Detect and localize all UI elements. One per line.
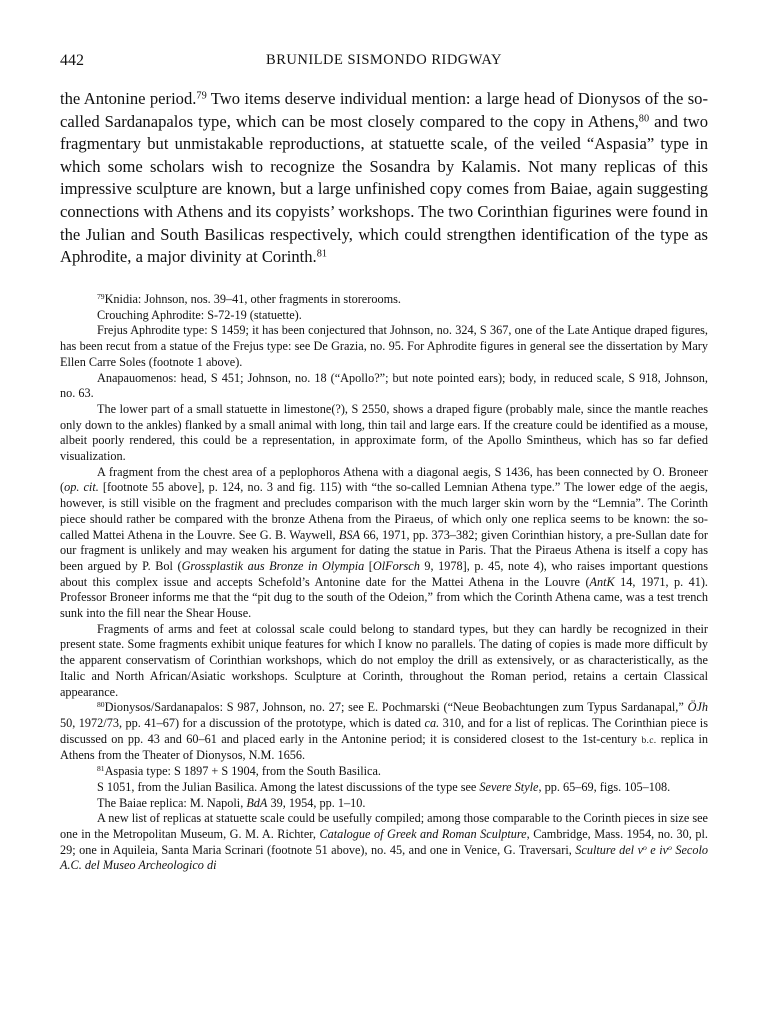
note-text: replica in Athens from the Theater of Dionysos, N.M. 1656. bbox=[60, 731, 708, 763]
footnote-mark-79: 79 bbox=[97, 291, 105, 301]
footnote-81-replicas bbox=[60, 811, 708, 874]
footnote-81-baiae bbox=[60, 796, 708, 812]
footnote-79-frejus: Frejus Aphrodite type: S 1459; it has been conjectured that Johnson, no. 324, S 367, one of the Late Antique draped figures, has been recut from a statue of the Frejus type: see De Grazia, no. 95. For Aphrodite figures in general see the dissertation by Mary Ellen Carre Soles (footnote 1 above). bbox=[60, 323, 708, 369]
footnote-79-anapauomenos: Anapauomenos: head, S 451; Johnson, no. 18 (“Apollo?”; but note pointed ears); body, in reduced scale, S 918, Johnson, no. 63. bbox=[60, 370, 708, 401]
note-smallcaps: b.c. bbox=[641, 734, 657, 746]
note-italic: BdA bbox=[246, 795, 268, 810]
note-italic: Catalogue of Greek and Roman Sculpture bbox=[319, 826, 527, 841]
footnote-79-fragments: Fragments of arms and feet at colossal scale could belong to standard types, but they can hardly be recognized in their present state. Some fragments exhibit unique features for which I know no parallels. The dating of copies is made more difficult by the apparent conservatism of Corinthian workshops, which do not employ the drill as extensively, or as characteristically, as the Italic and North African/Asiatic workshops. Sculpture at Corinth, throughout the Roman period, retains a certain Classical appearance. bbox=[60, 621, 708, 699]
note-text: , Cambridge, Mass. 1954, no. 30, pl. 29; one in Aquileia, Santa Maria Scrinari (footnote 51 above), no. 45, and one in Venice, G. Traversari, bbox=[60, 826, 708, 857]
ordinal-mark: o bbox=[643, 842, 647, 852]
page-number: 442 bbox=[60, 52, 84, 69]
footnote-mark-80: 80 bbox=[97, 700, 105, 710]
note-text: 9, 1978], p. 45, note 4), who raises important questions about this complex issue and accepts Schefold’s Antonine date for the Mattei Athena in the Louvre ( bbox=[60, 558, 708, 589]
note-italic: BSA bbox=[338, 527, 360, 542]
note-text: Dionysos/Sardanapalos: S 987, Johnson, no. 27; see E. Pochmarski (“Neue Beobachtungen zum Typus Sardanapal,” bbox=[104, 700, 688, 715]
body-text: and two fragmentary but unmistakable reproductions, at statuette scale, of the veiled “Aspasia” type in which some scholars wish to recognize the Sosandra by Kalamis. Not many replicas of this impressive sculpture are known, but a large unfinished copy comes from Baiae, again suggesting connections with Athens and its copyists’ workshops. The two Corinthian figurines were found in the Julian and South Basilicas respectively, which could strengthen identification of the type as Aphrodite, a major divinity at Corinth. bbox=[60, 111, 708, 267]
footnote-mark-81: 81 bbox=[97, 763, 105, 773]
note-text: 310, and for a list of replicas. The Corinthian piece is discussed on pp. 43 and 60–61 and placed early in the Antonine period; it is considered closest to the 1st-century bbox=[60, 715, 708, 746]
footnote-79-statuette: The lower part of a small statuette in limestone(?), S 2550, shows a draped figure (probably male, since the mantle reaches only down to the ankles) flanked by a small animal with long, thin tail and large ears. If the creature could be identified as a mouse, albeit poorly rendered, this could be a representation, in approximate form, of the Apollo Smintheus, which has so far defied visualization. bbox=[60, 401, 708, 464]
note-text: , pp. 65–69, figs. 105–108. bbox=[538, 779, 671, 794]
note-italic: OlForsch bbox=[372, 558, 420, 573]
note-text: Aspasia type: S 1897 + S 1904, from the South Basilica. bbox=[104, 764, 381, 779]
note-text: [ bbox=[364, 558, 373, 573]
note-text: Knidia: Johnson, nos. 39–41, other fragments in storerooms. bbox=[104, 292, 401, 306]
note-italic: Grossplastik aus Bronze in Olympia bbox=[181, 558, 365, 573]
note-text: 50, 1972/73, pp. 41–67) for a discussion of the prototype, which is dated bbox=[60, 715, 425, 730]
note-italic: AntK bbox=[589, 574, 615, 589]
footnote-79-athena bbox=[60, 465, 708, 622]
note-italic: ÖJh bbox=[687, 700, 708, 715]
body-text: the Antonine period. bbox=[60, 89, 197, 108]
body-paragraph bbox=[60, 88, 708, 269]
note-text: A new list of replicas at statuette scale could be usefully compiled; among those comparable to the Corinth pieces in size see one in the Metropolitan Museum, G. M. A. Richter, bbox=[60, 811, 708, 841]
footnote-ref-80: 80 bbox=[638, 112, 650, 124]
note-text: The Baiae replica: M. Napoli, bbox=[97, 795, 247, 810]
note-italic: ca. bbox=[424, 715, 440, 730]
note-text: A fragment from the chest area of a peplophoros Athena with a diagonal aegis, S 1436, has been connected by O. Broneer ( bbox=[60, 464, 708, 495]
note-italic-text: Secolo A.C. del Museo Archeologico di bbox=[60, 842, 708, 873]
note-text: [footnote 55 above], p. 124, no. 3 and fig. 115) with “the so-called Lemnian Athena type.” The lower edge of the aegis, however, is still visible on the fragment and precludes comparison with the much larger skin worn by the “Lemnia”. The Corinth piece should rather be compared with the bronze Athena from the Piraeus, of which only one replica seems to be known: the so-called Mattei Athena in the Louvre. See G. B. Waywell, bbox=[60, 480, 708, 542]
note-text: S 1051, from the Julian Basilica. Among the latest discussions of the type see bbox=[97, 779, 480, 794]
running-head-author: BRUNILDE SISMONDO RIDGWAY bbox=[266, 52, 502, 68]
note-italic-text: e iv bbox=[646, 842, 669, 857]
footnote-81-aspasia bbox=[60, 764, 708, 780]
footnote-80 bbox=[60, 700, 708, 764]
note-italic: op. cit. bbox=[64, 480, 99, 495]
note-text: 66, 1971, pp. 373–382; given Corinthian history, a pre-Sullan date for our fragment is unlikely and may weaken his argument for dating the statue in Paris. That the Piraeus Athena is itself a copy has been argued by P. Bol ( bbox=[60, 527, 708, 573]
footnote-79-crouching: Crouching Aphrodite: S-72-19 (statuette). bbox=[97, 307, 302, 322]
footnote-ref-79: 79 bbox=[196, 90, 207, 102]
running-header bbox=[60, 52, 708, 74]
footnote-79-knidia bbox=[60, 292, 708, 308]
footnote-ref-81: 81 bbox=[316, 248, 327, 260]
note-italic: Severe Style bbox=[479, 779, 539, 794]
note-text: 39, 1954, pp. 1–10. bbox=[267, 795, 366, 810]
body-text: Two items deserve individual mention: a large head of Dionysos of the so-called Sardanapalos type, which can be most closely compared to the copy in Athens, bbox=[60, 89, 708, 131]
ordinal-mark: o bbox=[668, 842, 672, 852]
note-text: 14, 1971, p. 41). Professor Broneer informs me that the “pit dug to the south of the Odeion,” from which the Corinth Athena came, was a test trench sunk into the fill near the Shear House. bbox=[60, 574, 708, 621]
note-italic-text: Sculture del v bbox=[575, 842, 644, 857]
footnotes bbox=[60, 292, 708, 874]
footnote-81-julian bbox=[60, 780, 708, 796]
